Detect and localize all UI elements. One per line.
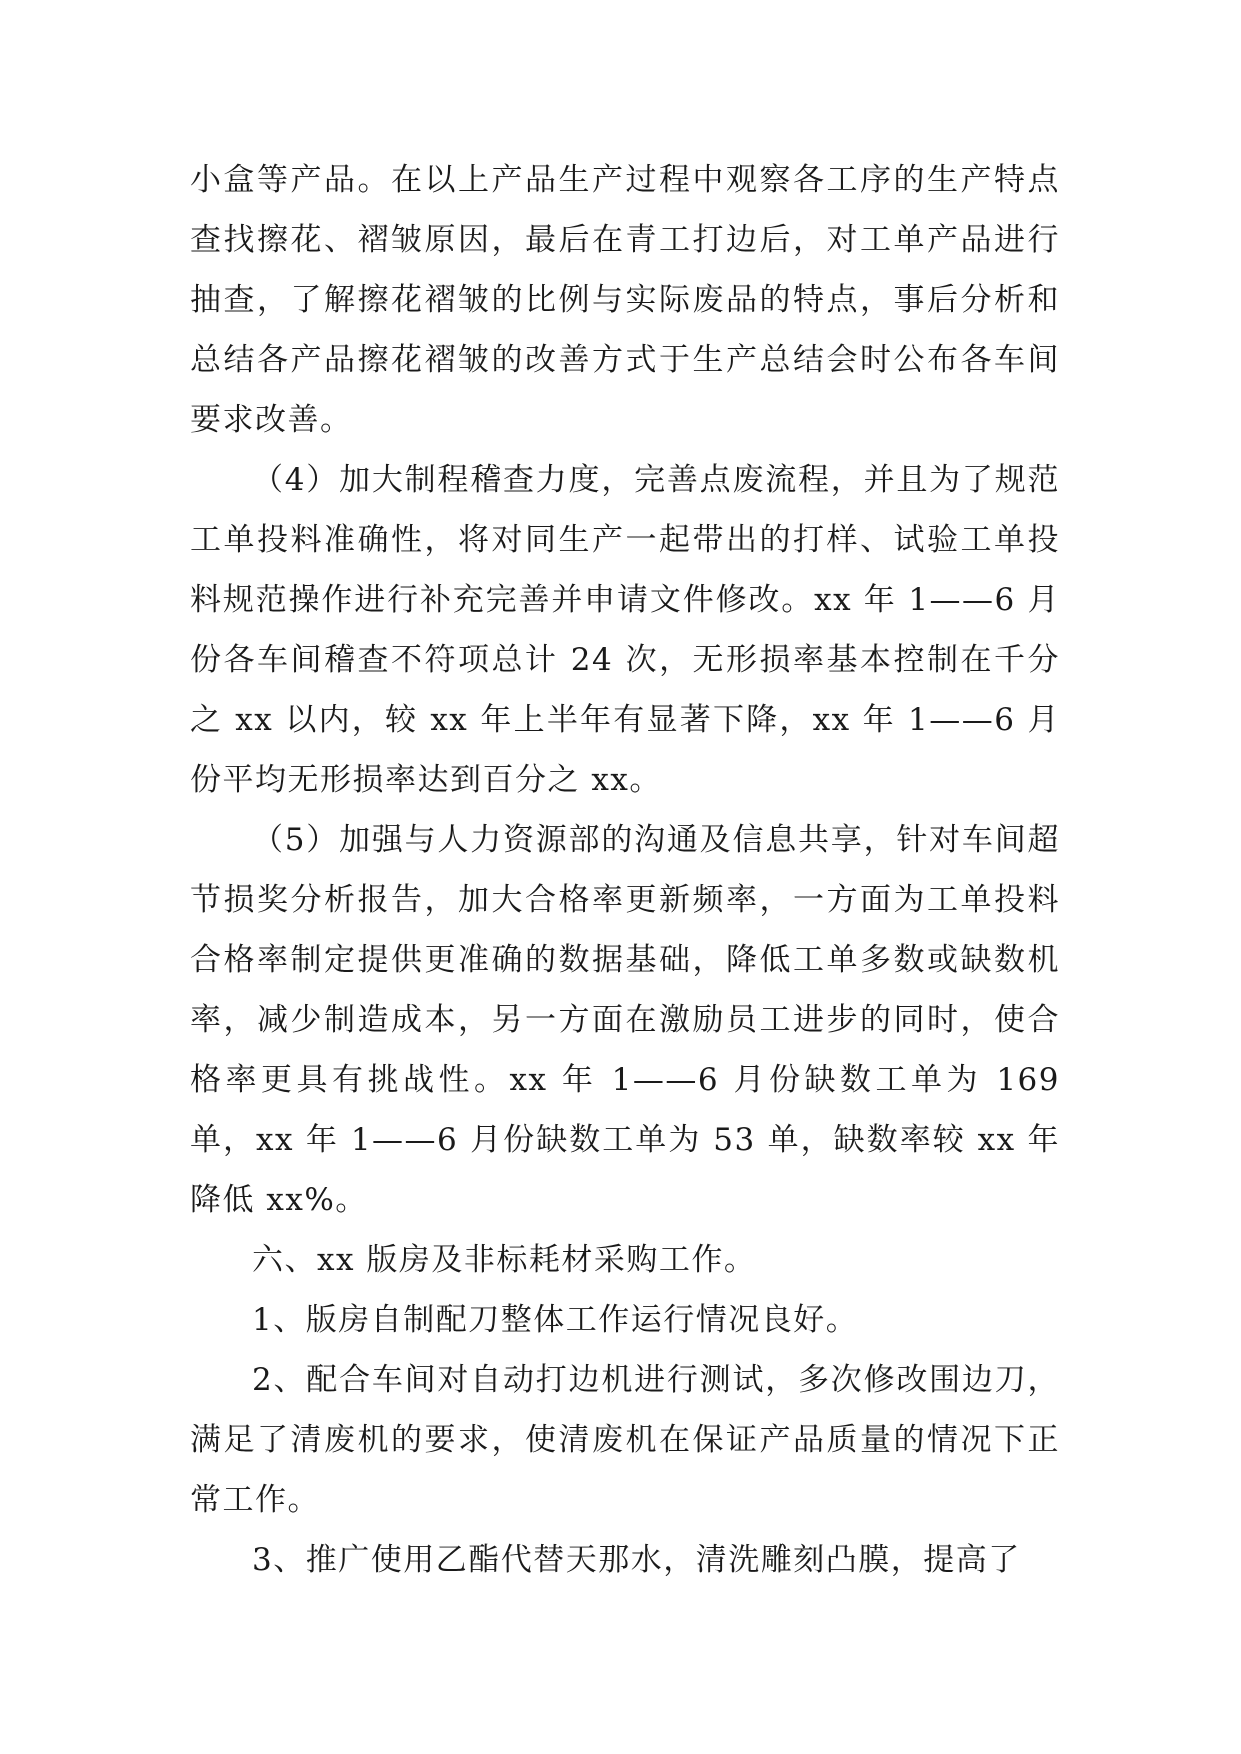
section-heading-6: 六、xx 版房及非标耗材采购工作。 [252,1242,757,1278]
paragraph-item-4: （4）加大制程稽查力度，完善点废流程，并且为了规范工单投料准确性，将对同生产一起带出的打样、试验工单投料规范操作进行补充完善并申请文件修改。xx 年 1——6 月份各车间稽查不符项总计 24 次，无形损率基本控制在千分之 xx 以内，较 xx 年上半年有显著下降，xx 年 1——6 月份平均无形损率达到百分之 xx。 [190,462,1060,798]
paragraph-item-5: （5）加强与人力资源部的沟通及信息共享，针对车间超节损奖分析报告，加大合格率更新频率，一方面为工单投料合格率制定提供更准确的数据基础，降低工单多数或缺数机率，减少制造成本，另一方面在激励员工进步的同时，使合格率更具有挑战性。xx 年 1——6 月份缺数工单为 169 单，xx 年 1——6 月份缺数工单为 53 单，缺数率较 xx 年降低 xx%。 [190,822,1060,1218]
paragraph-point-1: 1、版房自制配刀整体工作运行情况良好。 [252,1302,859,1338]
paragraph-point-3: 3、推广使用乙酯代替天那水，清洗雕刻凸膜，提高了 [252,1542,1021,1578]
paragraph-continuation: 小盒等产品。在以上产品生产过程中观察各工序的生产特点查找擦花、褶皱原因，最后在青工打边后，对工单产品进行抽查，了解擦花褶皱的比例与实际废品的特点，事后分析和总结各产品擦花褶皱的改善方式于生产总结会时公布各车间要求改善。 [190,162,1060,438]
document-body [190,150,1060,1590]
paragraph-point-2: 2、配合车间对自动打边机进行测试，多次修改围边刀，满足了清废机的要求，使清废机在保证产品质量的情况下正常工作。 [190,1362,1060,1518]
